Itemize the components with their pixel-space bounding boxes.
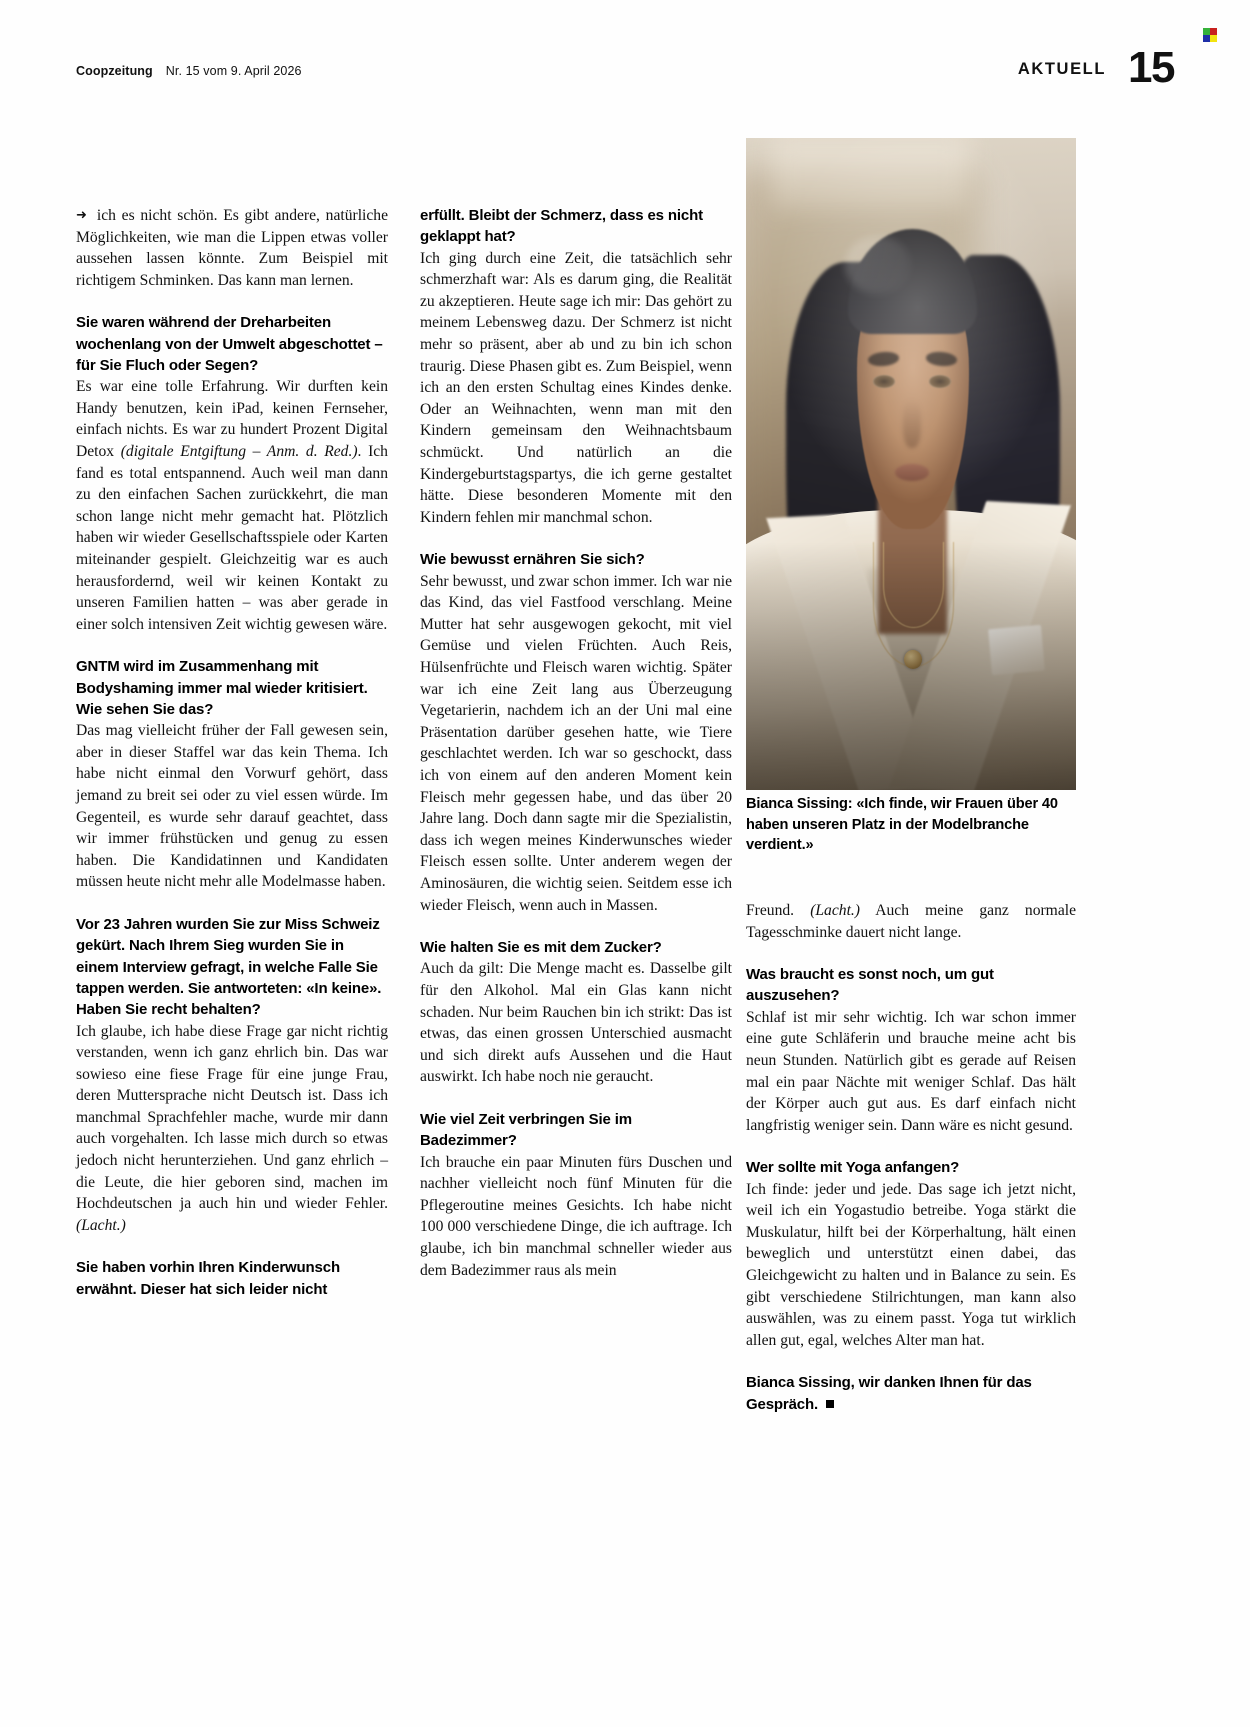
answer-paragraph-1 (76, 376, 388, 635)
laughs-note-1: (Lacht.) (76, 1216, 126, 1234)
end-of-article-marker (826, 1400, 834, 1408)
masthead-right (1017, 43, 1174, 92)
registration-swatch-green (1203, 28, 1210, 35)
masthead-left (76, 64, 302, 78)
question-heading-8: Was braucht es sonst noch, um gut auszusehen? (746, 966, 994, 1005)
article-column-2 (420, 205, 732, 1655)
question-heading-1: Sie waren während der Dreharbeiten wochenlang von der Umwelt abgeschottet – für Sie Fluch oder Segen? (76, 314, 383, 374)
continuation-paragraph (76, 205, 388, 291)
answer-7-part-1: Freund. (746, 902, 811, 919)
column-3-photo-spacer (746, 205, 1076, 900)
editorial-note-1: (digitale Entgiftung – Anm. d. Red.) (120, 443, 358, 461)
continuation-text: ich es nicht schön. Es gibt andere, natürliche Möglichkeiten, wie man die Lippen etwas voller aussehen lassen könnte. Zum Beispiel mit richtigem Schminken. Das kann man lernen. (76, 207, 388, 289)
closing-thanks-text: Bianca Sissing, wir danken Ihnen für das Gespräch. (746, 1374, 1032, 1413)
page-number: 15 (1128, 43, 1174, 92)
question-heading-5: Wie bewusst ernähren Sie sich? (420, 551, 645, 569)
registration-swatch-red (1210, 28, 1217, 35)
question-heading-4-continued: erfüllt. Bleibt der Schmerz, dass es nicht geklappt hat? (420, 207, 703, 246)
answer-paragraph-7: Ich brauche ein paar Minuten fürs Duschen und nachher vielleicht noch fünf Minuten für die Pflegeroutine meines Gesichts. Ich habe nicht 100 000 verschiedene Dinge, die ich auftrage. Ich glaube, ich bin manchmal schneller wieder aus dem Badezimmer raus als mein (420, 1153, 732, 1279)
closing-thanks (746, 1372, 1076, 1415)
answer-paragraph-8: Schlaf ist mir sehr wichtig. Ich war schon immer eine gute Schläferin und brauche meine acht bis neun Stunden. Natürlich gibt es gerade auf Reisen mal ein paar Nächte mit weniger Schlaf. Das hält der Körper auch gut aus. Es darf einfach nicht langfristig weniger sein. Dann wäre es nicht gesund. (746, 1008, 1076, 1134)
issue-line: Nr. 15 vom 9. April 2026 (165, 64, 302, 78)
answer-paragraph-4: Ich ging durch eine Zeit, die tatsächlich sehr schmerzhaft war: Als es darum ging, die Realität zu akzeptieren. Heute sage ich mir: Das gehört zu meinem Lebensweg dazu. Der Schmerz ist nicht mehr so präsent, aber ab und zu bin ich schon traurig. Diese Phasen gibt es. Zum Beispiel, wenn ich an den ersten Schultag eines Kindes denke. Oder an Weihnachten, wenn man mit den Kindern gemeinsam den Weihnachtsbaum schmückt. Und natürlich an die Kindergeburtstagspartys, die ich gerne gestaltet hätte. Diese besonderen Momente mit den Kindern fehlen mir manchmal schon. (420, 249, 732, 526)
question-heading-6: Wie halten Sie es mit dem Zucker? (420, 939, 662, 957)
answer-1-part-1: Es war eine tolle Erfahrung. Wir durften kein Handy benutzen, kein iPad, keinen Fernseher, einfach nichts. Es war zu hundert Prozent Digital Detox (76, 378, 388, 461)
registration-swatch-yellow (1210, 35, 1217, 42)
publication-name: Coopzeitung (76, 64, 153, 78)
answer-paragraph-7-continued (746, 900, 1076, 943)
answer-paragraph-2: Das mag vielleicht früher der Fall gewesen sein, aber in dieser Staffel war das kein Thema. Ich habe nicht einmal den Vorwurf gehört, dass jemand zu breit sei oder zu viel essen würde. Im Gegenteil, es wurde sehr darauf geachtet, dass wir immer frühstücken und genug zu essen haben. Die Kandidatinnen und Kandidaten müssen heute nicht mehr alle Modelmasse haben. (76, 722, 388, 891)
article-column-3 (746, 205, 1076, 1655)
answer-3-text: Ich glaube, ich habe diese Frage gar nicht richtig verstanden, wenn ich ganz ehrlich bin. Das war sowieso eine fiese Frage für eine junge Frau, deren Muttersprache nicht Deutsch ist. Dass ich manchmal Sprachfehler mache, wurde mir dann auch vorgehalten. Ich lasse mich durch so etwas jedoch nicht herunterziehen. Und ganz ehrlich – die Leute, die hier geboren sind, machen im Hochdeutschen ja auch hin und wieder Fehler. (76, 1022, 388, 1213)
section-rubric: AKTUELL (1017, 60, 1107, 78)
answer-paragraph-5: Sehr bewusst, und zwar schon immer. Ich war nie das Kind, das viel Fastfood verschlang. Meine Mutter hat sehr ausgewogen gekocht, mit viel Gemüse und vielen Früchten. Auch Reis, Hülsenfrüchte und Fleisch waren wichtig. Später war ich eine Zeit lang aus Überzeugung Vegetarierin, nachdem ich an der Uni mal eine Präsentation darüber gesehen hatte, wie Tiere geschlachtet werden. Ich war so geschockt, dass ich von einem auf den anderen Moment kein Fleisch mehr gegessen habe, und das über 20 Jahre lang. Doch dann sagte mir die Spezialistin, dass ich wegen meines Kinderwunsches wieder Fleisch essen sollte. Unter anderem wegen der Aminosäuren, die wichtig seien. Seitdem esse ich wieder Fleisch, wenn auch in Massen. (420, 572, 732, 914)
answer-paragraph-9: Ich finde: jeder und jede. Das sage ich jetzt nicht, weil ich ein Yogastudio betreibe. Yoga stärkt die Muskulatur, hilft bei der Körperhaltung, hält einen beweglich und unterstützt einen dabei, das Gleichgewicht zu halten und in Balance zu sein. Es gibt verschiedene Stilrichtungen, man kann also auswählen, was zu einem passt. Yoga tut wirklich allen gut, egal, welches Alter man hat. (746, 1180, 1076, 1349)
question-heading-2: GNTM wird im Zusammenhang mit Bodyshaming immer mal wieder kritisiert. Wie sehen Sie das? (76, 658, 368, 718)
laughs-note-2: (Lacht.) (810, 902, 860, 919)
question-heading-3: Vor 23 Jahren wurden Sie zur Miss Schweiz gekürt. Nach Ihrem Sieg wurden Sie in einem Interview gefragt, in welche Falle Sie tappen werden. Sie antworteten: «In keine». Haben Sie recht behalten? (76, 916, 382, 1019)
answer-7-part-2: Auch meine ganz normale Tagesschminke dauert nicht lange. (746, 902, 1076, 941)
question-heading-4: Sie haben vorhin Ihren Kinderwunsch erwähnt. Dieser hat sich leider nicht (76, 1259, 340, 1298)
question-heading-9: Wer sollte mit Yoga anfangen? (746, 1159, 960, 1177)
answer-paragraph-3 (76, 1021, 388, 1237)
photo-caption: Bianca Sissing: «Ich finde, wir Frauen über 40 haben unseren Platz in der Modelbranche verdient.» (746, 796, 1058, 854)
continuation-arrow-icon: ➜ (76, 208, 87, 223)
article-columns (76, 205, 1076, 1655)
print-registration-mark (1203, 28, 1217, 42)
answer-paragraph-6: Auch da gilt: Die Menge macht es. Dasselbe gilt für den Alkohol. Mal ein Glas kann nicht schaden. Nur beim Rauchen bin ich strikt: Das ist etwas, das einen grossen Unterschied ausmacht und sich direkt aufs Aussehen und die Haut auswirkt. Ich habe noch nie geraucht. (420, 960, 732, 1086)
registration-swatch-blue (1203, 35, 1210, 42)
question-heading-7: Wie viel Zeit verbringen Sie im Badezimmer? (420, 1110, 632, 1150)
answer-1-part-2: . Ich fand es total entspannend. Auch weil man dann zu den einfachen Sachen zurückkehrt, die man schon lange nicht mehr gemacht hat. Plötzlich haben wir wieder Gesellschaftsspiele oder Karten miteinander gespielt. Gleichzeitig war es auch herausfordernd, weil wir keinen Kontakt zu unseren Familien hatten – was aber gerade in einer solch intensiven Zeit wichtig gewesen wäre. (76, 443, 388, 633)
article-column-1 (76, 205, 388, 1655)
masthead (76, 43, 1174, 104)
